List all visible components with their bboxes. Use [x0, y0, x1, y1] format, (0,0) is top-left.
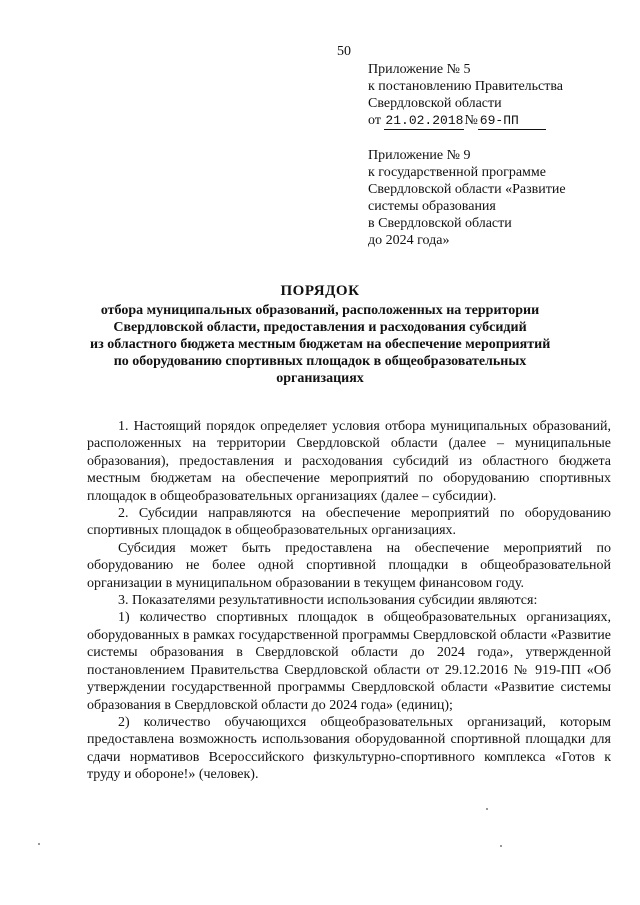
annex-region: Свердловской области [368, 96, 502, 111]
annex-line: до 2024 года» [368, 233, 450, 248]
scan-speck [486, 808, 488, 810]
annex-date-line [368, 112, 563, 130]
subtitle-line: организациях [276, 371, 364, 386]
decree-date: 21.02.2018 [385, 113, 464, 128]
annex-line: к государственной программе [368, 165, 546, 180]
paragraph: Субсидия может быть предоставлена на обеспечение мероприятий по оборудованию не более одной спортивной площадки в общеобразовательной организации в муниципальном образовании в текущем финансовом году. [87, 540, 611, 591]
subtitle-line: Свердловской области, предоставления и расходования субсидий [113, 320, 527, 335]
document-subtitle [90, 302, 550, 387]
annex-title: Приложение № 5 [368, 62, 471, 77]
date-prefix: от [368, 113, 381, 128]
number-prefix: № [464, 113, 478, 128]
annex-line: системы образования [368, 199, 496, 214]
scan-speck [38, 843, 40, 845]
annex-line: Приложение № 9 [368, 148, 471, 163]
subtitle-line: по оборудованию спортивных площадок в общеобразовательных [113, 354, 527, 369]
subtitle-line: отбора муниципальных образований, расположенных на территории [100, 303, 540, 318]
list-item: 1) количество спортивных площадок в общеобразовательных организациях, оборудованных в рамках государственной программы Свердловской области «Развитие системы образования в Свердловской области до 2024 года», утвержденной постановлением Правительства Свердловской области от 29.12.2016 № 919-ПП «Об утверждении государственной программы Свердловской области «Развитие системы образования в Свердловской области до 2024 года» (единиц); [87, 610, 611, 713]
document-body [87, 418, 611, 784]
list-item: 2) количество обучающихся общеобразовательных организаций, которым предоставлена возможность использования оборудованной спортивной площадки для сдачи нормативов Всероссийского физкультурно-спортивного комплекса «Готов к труду и обороне!» (человек). [87, 714, 611, 783]
annex-block-program [368, 147, 566, 249]
paragraph: 1. Настоящий порядок определяет условия отбора муниципальных образований, расположенных на территории Свердловской области (далее – муниципальные образования), предоставления и расходования субсидий из областного бюджета местным бюджетам на обеспечение мероприятий по оборудованию спортивных площадок в общеобразовательных организациях (далее – субсидии). [87, 419, 611, 504]
annex-reference: к постановлению Правительства [368, 79, 564, 94]
subtitle-line: из областного бюджета местным бюджетам на обеспечение мероприятий [90, 337, 551, 352]
paragraph: 3. Показателями результативности использования субсидии являются: [118, 593, 538, 609]
scan-speck [500, 845, 502, 847]
annex-line: в Свердловской области [368, 216, 512, 231]
document-title: ПОРЯДОК [280, 283, 360, 299]
page-number: 50 [337, 44, 351, 59]
decree-number: 69-ПП [478, 112, 546, 130]
paragraph: 2. Субсидии направляются на обеспечение мероприятий по оборудованию спортивных площадок в общеобразовательных организациях. [87, 506, 611, 539]
annex-line: Свердловской области «Развитие [368, 182, 566, 197]
annex-block-decree [368, 61, 563, 130]
